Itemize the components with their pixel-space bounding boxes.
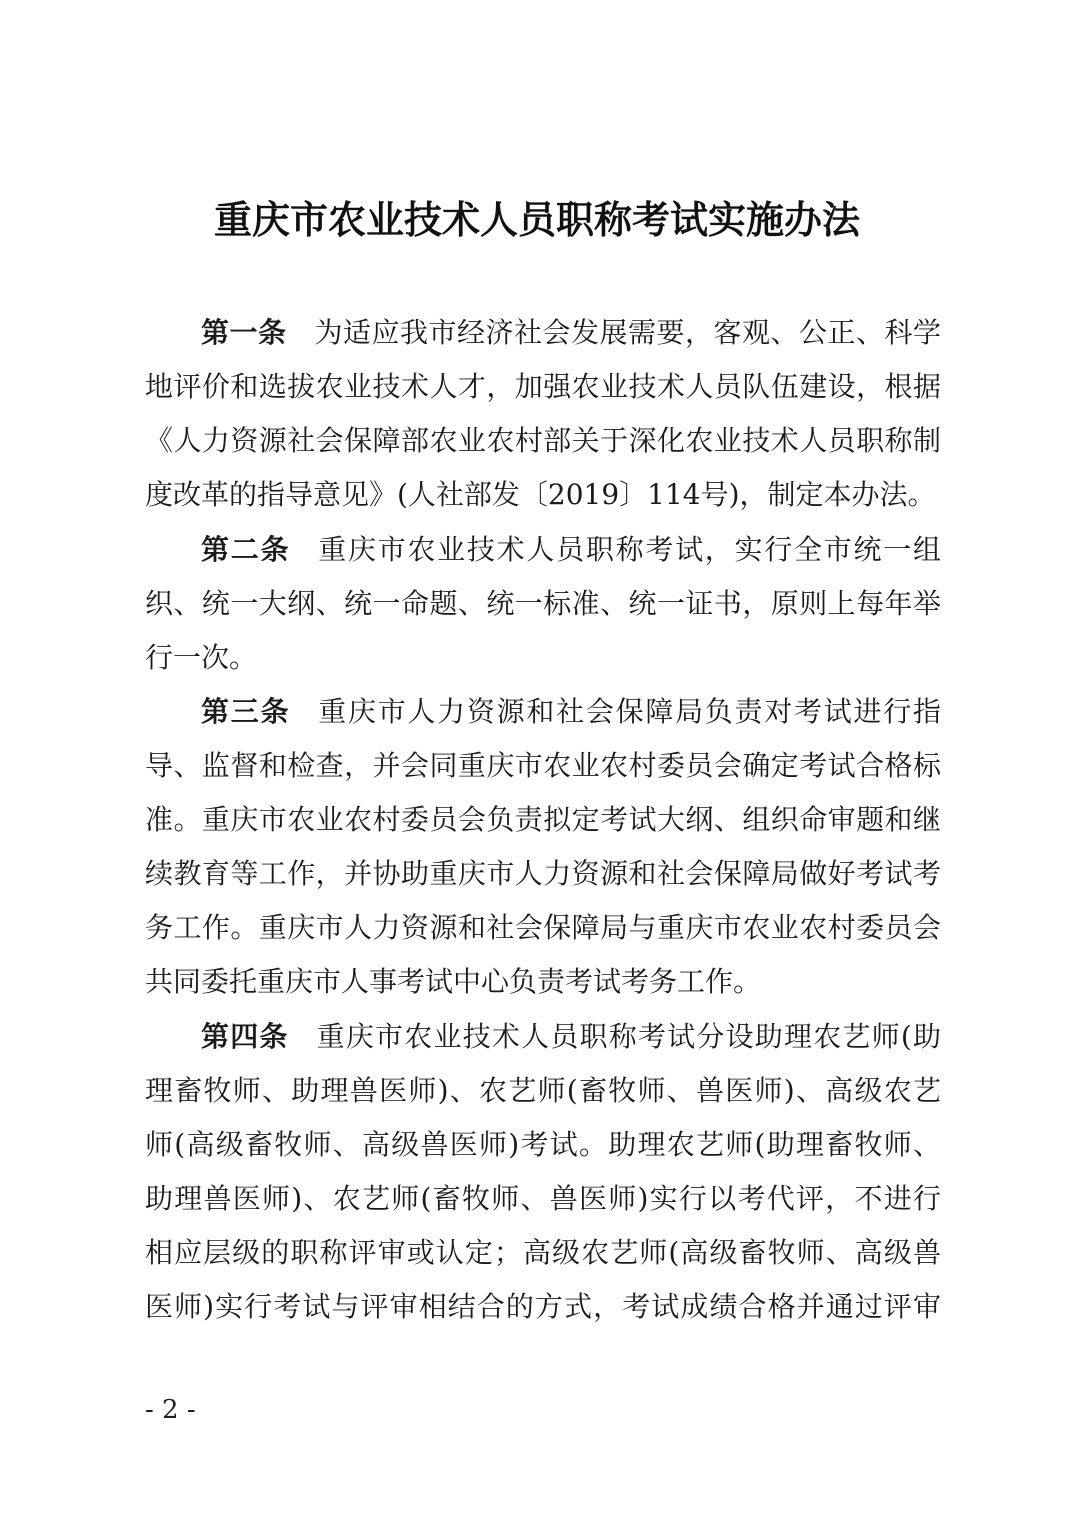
- article-4-label: 第四条: [201, 1020, 289, 1053]
- article-1-line-2: 地评价和选拔农业技术人才，加强农业技术人员队伍建设，根据: [145, 370, 941, 403]
- article-3-text: 重庆市人力资源和社会保障局负责对考试进行指: [318, 695, 941, 728]
- article-2-label: 第二条: [201, 533, 291, 566]
- article-1-line-3: 《人力资源社会保障部农业农村部关于深化农业技术人员职称制: [145, 424, 941, 457]
- article-3-line-4: 续教育等工作，并协助重庆市人力资源和社会保障局做好考试考: [145, 857, 941, 890]
- article-4-text: 重庆市农业技术人员职称考试分设助理农艺师(助: [316, 1020, 941, 1053]
- page-number: - 2 -: [145, 1395, 196, 1425]
- article-4-line-4: 助理兽医师)、农艺师(畜牧师、兽医师)实行以考代评，不进行: [145, 1182, 941, 1215]
- article-1-line-4: 度改革的指导意见》(人社部发〔2019〕114号)，制定本办法。: [145, 478, 936, 511]
- article-1-text: 为适应我市经济社会发展需要，客观、公正、科学: [314, 316, 941, 349]
- article-3-label: 第三条: [201, 695, 291, 728]
- document-title: 重庆市农业技术人员职称考试实施办法: [213, 198, 860, 242]
- article-1-label: 第一条: [201, 316, 287, 349]
- article-2-line-2: 织、统一大纲、统一命题、统一标准、统一证书，原则上每年举: [145, 587, 941, 620]
- article-3-line-3: 准。重庆市农业农村委员会负责拟定考试大纲、组织命审题和继: [145, 803, 941, 836]
- article-3-line-1: [201, 685, 941, 739]
- article-3-line-6: 共同委托重庆市人事考试中心负责考试考务工作。: [145, 965, 762, 998]
- article-3-line-5: 务工作。重庆市人力资源和社会保障局与重庆市农业农村委员会: [145, 911, 941, 944]
- article-4-line-1: [201, 1010, 941, 1064]
- article-2-line-3: 行一次。: [145, 641, 258, 674]
- article-4-line-5: 相应层级的职称评审或认定；高级农艺师(高级畜牧师、高级兽: [145, 1236, 941, 1269]
- article-4-line-2: 理畜牧师、助理兽医师)、农艺师(畜牧师、兽医师)、高级农艺: [145, 1074, 941, 1107]
- article-2-line-1: [201, 523, 941, 577]
- article-2-text: 重庆市农业技术人员职称考试，实行全市统一组: [318, 533, 941, 566]
- article-3-line-2: 导、监督和检查，并会同重庆市农业农村委员会确定考试合格标: [145, 749, 941, 782]
- article-4-line-3: 师(高级畜牧师、高级兽医师)考试。助理农艺师(助理畜牧师、: [145, 1128, 941, 1161]
- article-4-line-6: 医师)实行考试与评审相结合的方式，考试成绩合格并通过评审: [145, 1290, 941, 1323]
- article-1-line-1: [201, 306, 941, 360]
